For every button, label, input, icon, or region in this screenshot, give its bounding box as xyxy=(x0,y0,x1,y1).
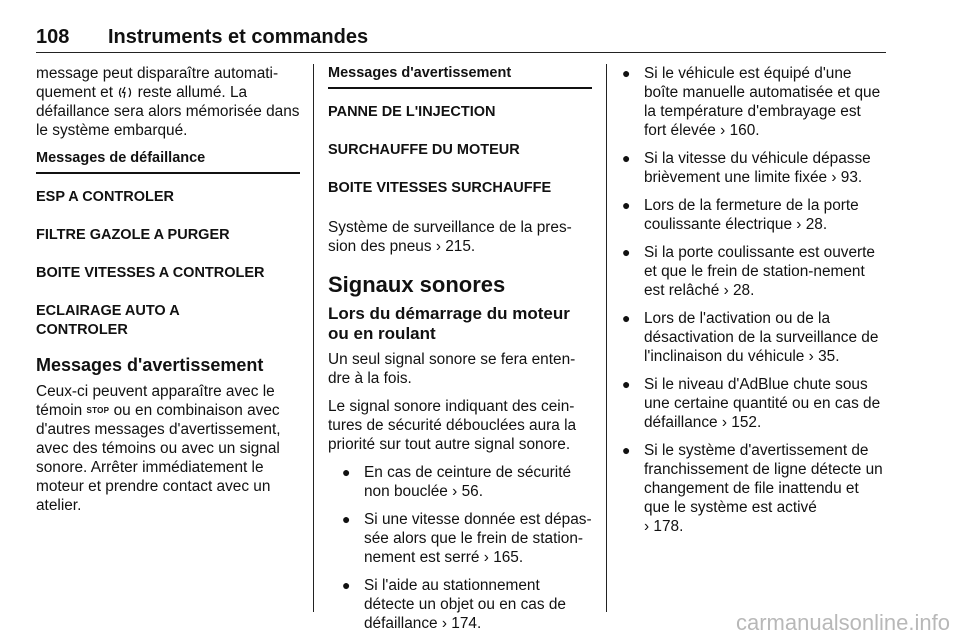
bullet-item: ● Si le système d'avertissement de franchissement de ligne détecte un changement de file inattendu et que le système est activé › 178. xyxy=(622,442,883,535)
bullet-icon: ● xyxy=(622,244,631,260)
page-header xyxy=(36,26,886,54)
fault-message: FILTRE GAZOLE A PURGER xyxy=(36,227,230,243)
bullet-item: ● Si la vitesse du véhicule dépasse brièvement une limite fixée › 93. xyxy=(622,150,871,186)
bullet-icon: ● xyxy=(622,197,631,213)
intro-paragraph: message peut disparaître automati-quement et reste allumé. La défaillance sera alors mémorisée dans le système embarqué. xyxy=(36,65,300,139)
page-ref-icon: › xyxy=(720,122,726,139)
bullet-icon: ● xyxy=(342,577,351,593)
bullet-item: ● En cas de ceinture de sécurité non bouclée › 56. xyxy=(342,464,572,500)
bullet-icon: ● xyxy=(342,464,351,480)
subsection-title: Lors du démarrage du moteur ou en roulant xyxy=(328,304,570,343)
watermark: carmanualsonline.info xyxy=(735,610,950,635)
bullet-icon: ● xyxy=(622,150,631,166)
page-ref-icon: › xyxy=(644,518,650,535)
bullet-item: ● Lors de l'activation ou de la désactivation de la surveillance de l'inclinaison du véhicule › 35. xyxy=(622,310,879,365)
warning-message: BOITE VITESSES SURCHAUFFE xyxy=(328,180,552,196)
page-number: 108 xyxy=(36,26,70,48)
bullet-icon: ● xyxy=(622,65,631,81)
section-title: Signaux sonores xyxy=(328,272,506,297)
bullet-item: ● Si l'aide au stationnement détecte un objet ou en cas de défaillance › 174. xyxy=(342,577,566,632)
stop-lamp-icon: STOP xyxy=(86,406,110,415)
bullet-item: ● Si le véhicule est équipé d'une boîte manuelle automatisée et que la température d'embrayage est fort élevée › 160. xyxy=(622,65,881,139)
paragraph: Un seul signal sonore se fera enten-dre à la fois. xyxy=(328,351,576,387)
page-ref-icon: › xyxy=(452,483,458,500)
column-2 xyxy=(328,64,592,642)
header-rule xyxy=(36,52,886,53)
fault-message: ECLAIRAGE AUTO A CONTROLER xyxy=(36,303,180,338)
bullet-icon: ● xyxy=(622,442,631,458)
column-1 xyxy=(36,64,300,524)
bullet-icon: ● xyxy=(622,310,631,326)
fault-message: ESP A CONTROLER xyxy=(36,189,175,205)
bullet-icon: ● xyxy=(622,376,631,392)
fault-messages-heading: Messages de défaillance xyxy=(36,149,300,174)
column-divider xyxy=(606,64,607,612)
warning-messages-heading: Messages d'avertissement xyxy=(36,355,264,375)
page-ref-icon: › xyxy=(435,238,441,255)
page-ref-icon: › xyxy=(831,169,837,186)
page-ref-icon: › xyxy=(723,282,729,299)
bullet-item: ● Si une vitesse donnée est dépas-sée alors que le frein de station-nement est serré › 165. xyxy=(342,511,592,566)
page-ref-icon: › xyxy=(721,414,728,431)
warning-message: PANNE DE L'INJECTION xyxy=(328,104,496,120)
column-3 xyxy=(622,64,886,545)
column-divider xyxy=(313,64,314,612)
fault-message: BOITE VITESSES A CONTROLER xyxy=(36,265,265,281)
page-title: Instruments et commandes xyxy=(108,26,369,48)
warning-paragraph: Ceux-ci peuvent apparaître avec le témoin STOP ou en combinaison avec d'autres messages d'avertissement, avec des témoins ou avec un signal sonore. Arrêter immédiatement le moteur et prendre contact avec un atelier. xyxy=(36,383,281,514)
bullet-item: ● Lors de la fermeture de la porte coulissante électrique › 28. xyxy=(622,197,859,233)
warning-message: SURCHAUFFE DU MOTEUR xyxy=(328,142,520,158)
page-ref-icon: › xyxy=(441,615,448,632)
page-ref-icon: › xyxy=(808,348,814,365)
bullet-item: ● Si le niveau d'AdBlue chute sous une certaine quantité ou en cas de défaillance › 152. xyxy=(622,376,881,431)
page-ref-icon: › xyxy=(483,549,489,566)
bullet-icon: ● xyxy=(342,511,351,527)
paragraph: Le signal sonore indiquant des cein-tures de sécurité débouclées aura la priorité sur tout autre signal sonore. xyxy=(328,398,577,453)
warning-messages-heading: Messages d'avertissement xyxy=(328,64,592,89)
page-ref-icon: › xyxy=(796,216,802,233)
warning-lamp-icon xyxy=(117,86,133,99)
bullet-item: ● Si la porte coulissante est ouverte et que le frein de station-nement est relâché › 28. xyxy=(622,244,875,299)
tpms-paragraph: Système de surveillance de la pres-sion des pneus › 215. xyxy=(328,219,572,255)
